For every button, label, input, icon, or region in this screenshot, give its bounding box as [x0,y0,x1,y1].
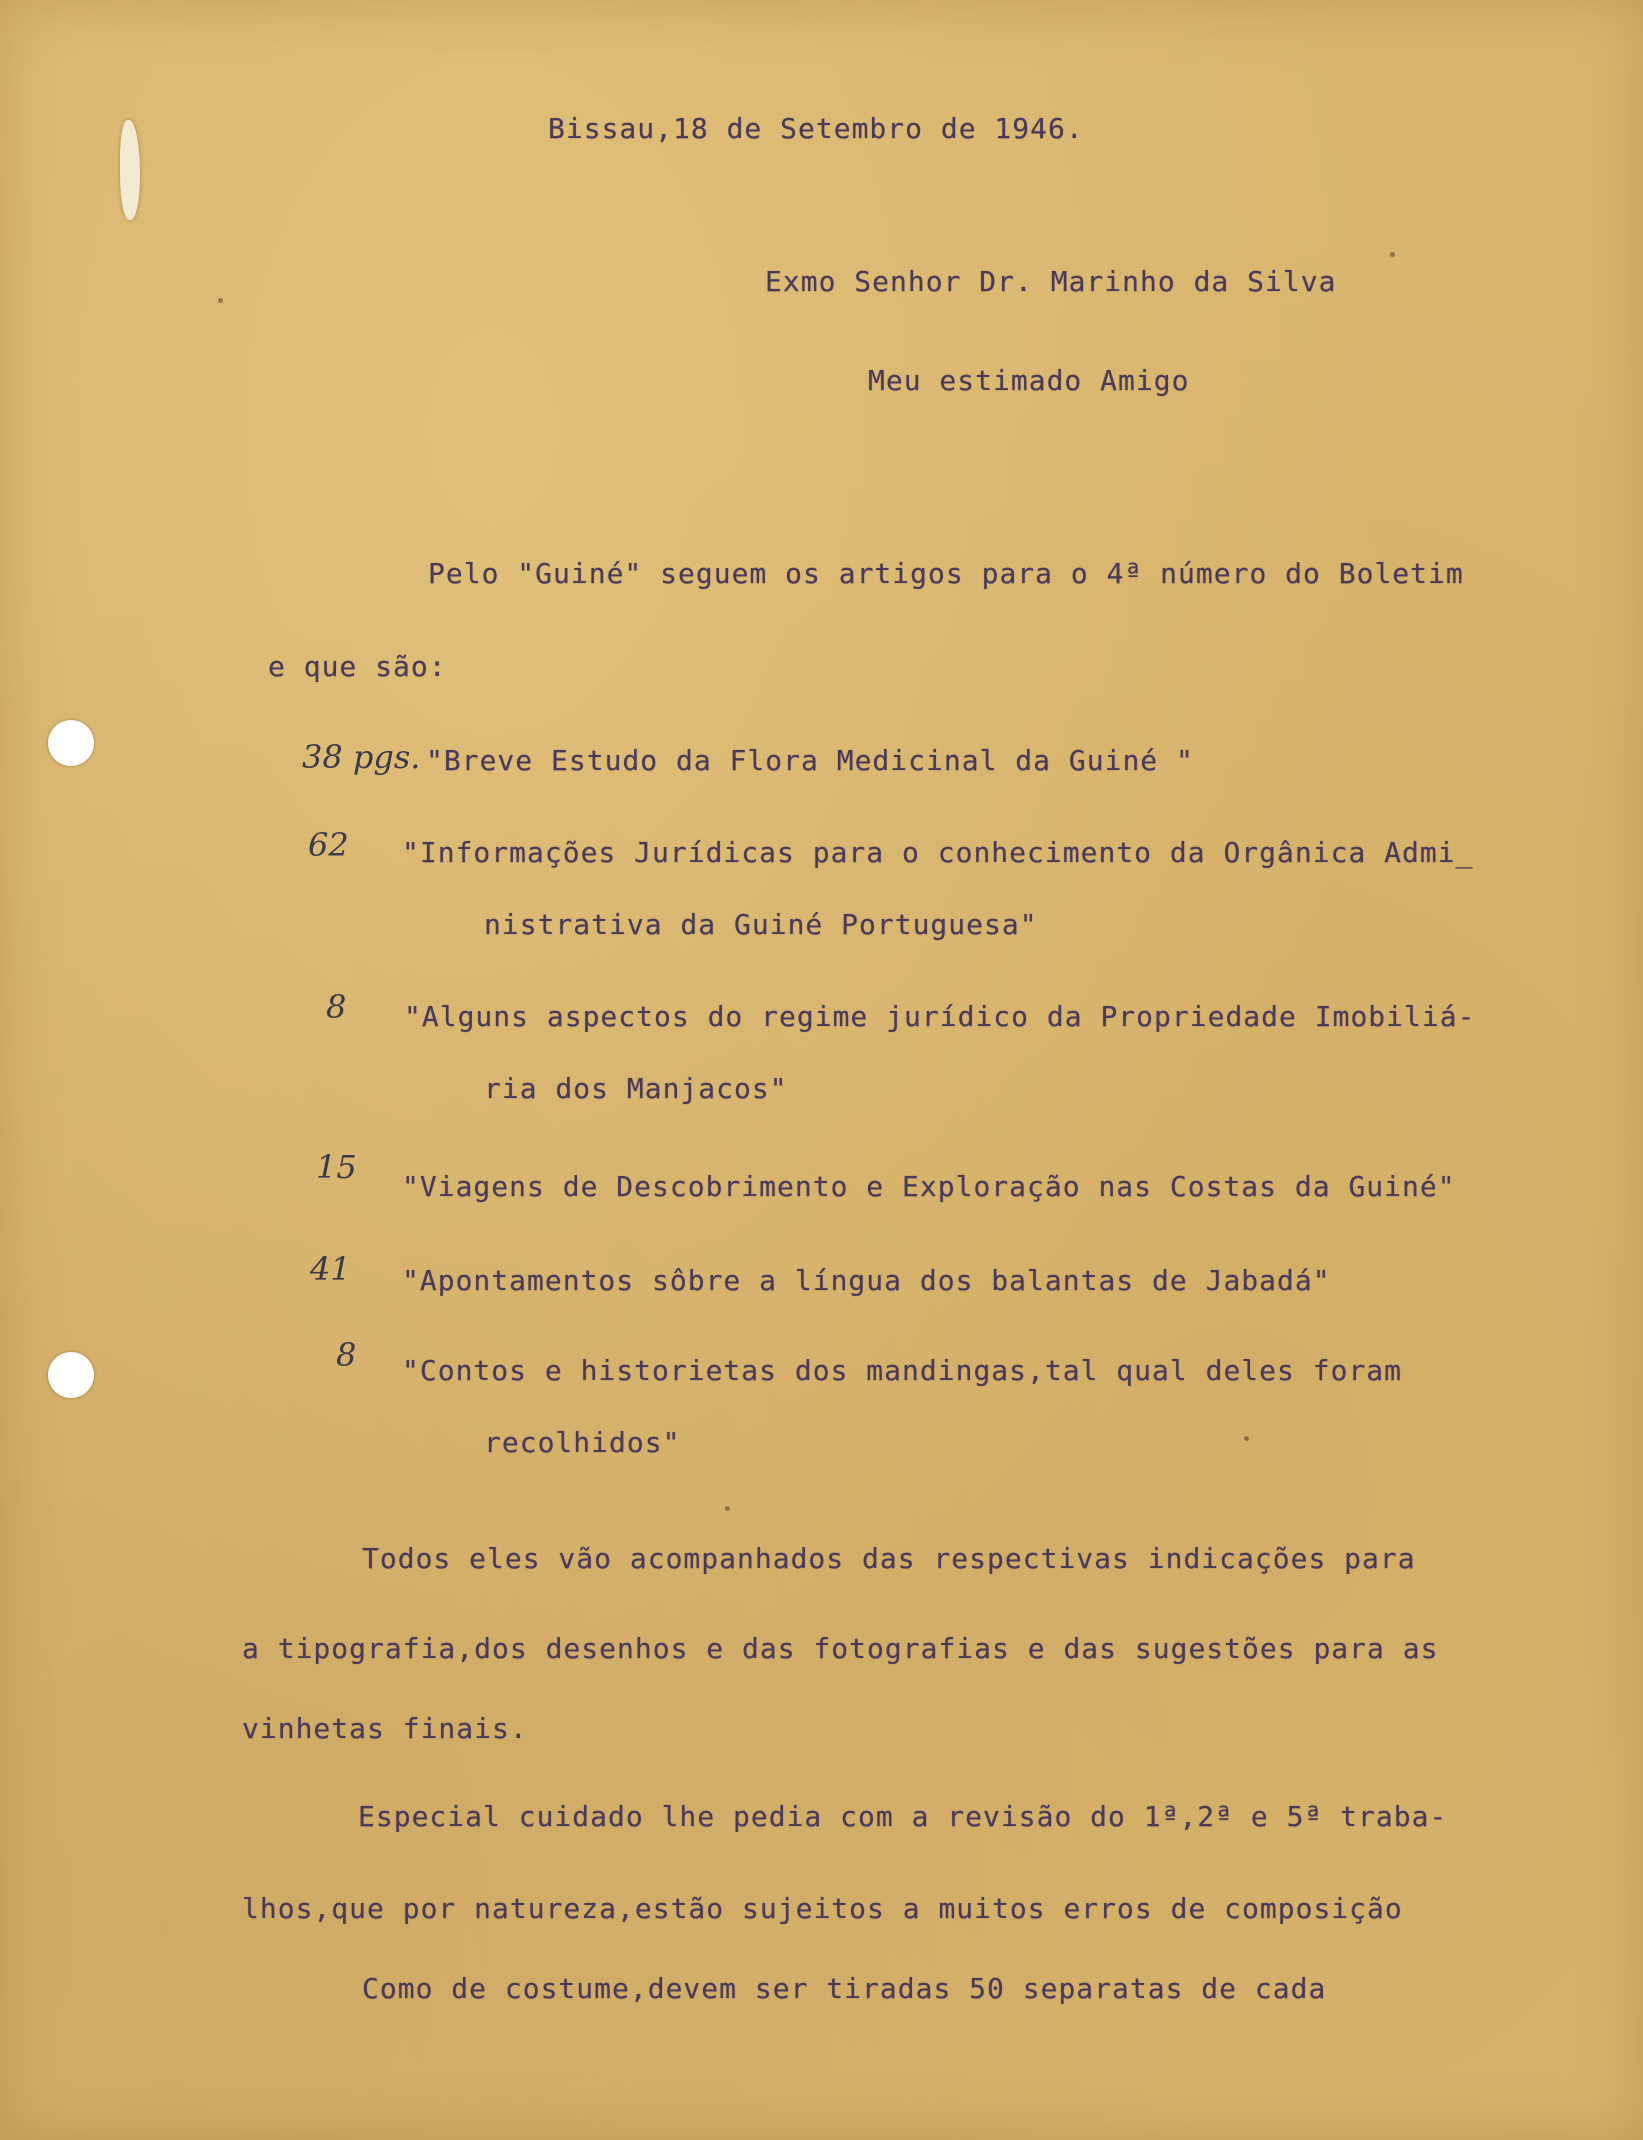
article-1-title: "Breve Estudo da Flora Medicinal da Guiné " [426,744,1194,777]
article-5-title: "Apontamentos sôbre a língua dos balantas de Jabadá" [402,1264,1331,1297]
paragraph-2-line-3: vinhetas finais. [242,1712,528,1745]
article-4-pages-note: 15 [316,1148,357,1186]
article-2-pages-note: 62 [308,826,349,864]
article-3-title-line-2: ria dos Manjacos" [484,1072,788,1105]
article-2-title-line-1: "Informações Jurídicas para o conhecimento da Orgânica Admi_ [402,836,1474,869]
paragraph-3-line-1: Especial cuidado lhe pedia com a revisão do 1ª,2ª e 5ª traba- [358,1800,1448,1833]
paper-speck [218,298,223,303]
article-6-title-line-1: "Contos e historietas dos mandingas,tal qual deles foram [402,1354,1403,1387]
article-1-pages-note: 38 pgs. [302,738,421,776]
salutation-line: Meu estimado Amigo [868,364,1190,397]
punch-hole-top [48,720,94,766]
paper-speck [725,1506,730,1511]
paragraph-2-line-2: a tipografia,dos desenhos e das fotografias e das sugestões para as [242,1632,1439,1665]
article-3-pages-note: 8 [326,988,347,1026]
article-6-title-line-2: recolhidos" [484,1426,681,1459]
article-3-title-line-1: "Alguns aspectos do regime jurídico da Propriedade Imobiliá- [404,1000,1476,1033]
addressee-line: Exmo Senhor Dr. Marinho da Silva [765,265,1337,298]
paper-tear-mark [120,120,140,220]
paper-speck [1244,1436,1249,1441]
intro-line-2: e que são: [268,650,447,683]
article-2-title-line-2: nistrativa da Guiné Portuguesa" [484,908,1038,941]
paper-speck [1390,252,1395,257]
date-line: Bissau,18 de Setembro de 1946. [548,112,1084,145]
article-4-title: "Viagens de Descobrimento e Exploração nas Costas da Guiné" [402,1170,1456,1203]
paragraph-2-line-1: Todos eles vão acompanhados das respectivas indicações para [362,1542,1416,1575]
intro-line-1: Pelo "Guiné" seguem os artigos para o 4ª número do Boletim [428,557,1464,590]
article-5-pages-note: 41 [310,1250,351,1288]
paragraph-3-line-2: lhos,que por natureza,estão sujeitos a muitos erros de composição [242,1892,1403,1925]
punch-hole-bottom [48,1352,94,1398]
paragraph-4-line-1: Como de costume,devem ser tiradas 50 separatas de cada [362,1972,1327,2005]
article-6-pages-note: 8 [336,1336,357,1374]
